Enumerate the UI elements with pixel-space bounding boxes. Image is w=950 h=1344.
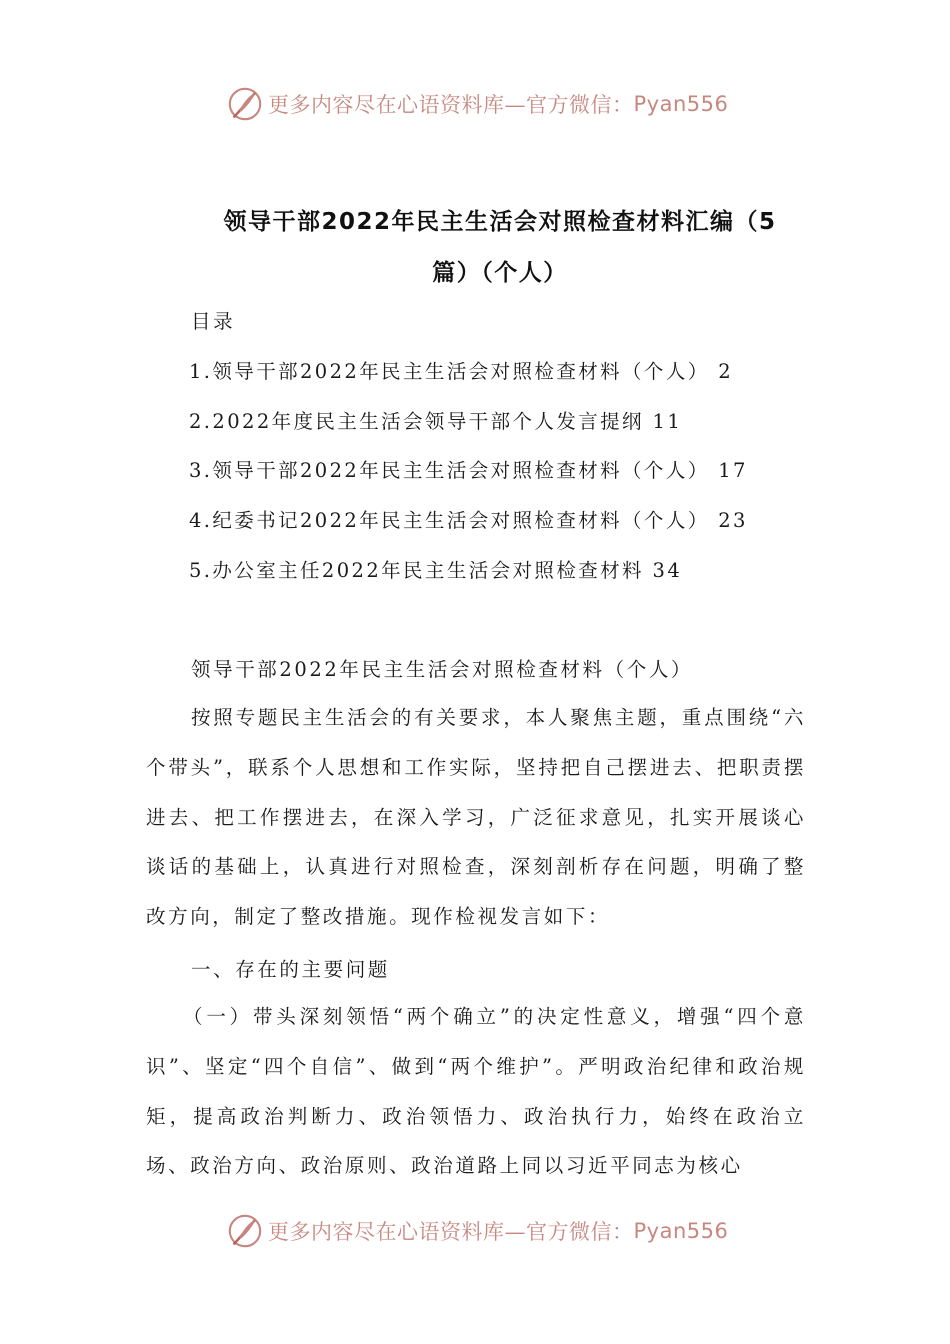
footer-watermark bbox=[226, 1211, 728, 1251]
toc-item-1[interactable]: 1.领导干部2022年民主生活会对照检查材料（个人） 2 bbox=[189, 360, 734, 383]
section-title: 领导干部2022年民主生活会对照检查材料（个人） bbox=[191, 658, 694, 681]
toc-item-4[interactable]: 4.纪委书记2022年民主生活会对照检查材料（个人） 23 bbox=[189, 509, 748, 532]
toc-item-3[interactable]: 3.领导干部2022年民主生活会对照检查材料（个人） 17 bbox=[189, 459, 748, 482]
problem-item-1-paragraph: （一）带头深刻领悟“两个确立”的决定性意义，增强“四个意识”、坚定“四个自信”、做到“两个维护”。严明政治纪律和政治规矩，提高政治判断力、政治领悟力、政治执行力，始终在政治立场、政治方向、政治原则、政治道路上同以习近平同志为核心 bbox=[146, 1005, 806, 1178]
quill-logo-icon bbox=[226, 1212, 264, 1250]
watermark-handle: Pyan556 bbox=[633, 92, 729, 116]
watermark-handle: Pyan556 bbox=[633, 1219, 729, 1243]
watermark-text: 更多内容尽在心语资料库—官方微信： bbox=[268, 93, 634, 117]
document-title-line2: 篇）（个人） bbox=[432, 260, 568, 286]
intro-paragraph: 按照专题民主生活会的有关要求，本人聚焦主题，重点围绕“六个带头”，联系个人思想和工作实际，坚持把自己摆进去、把职责摆进去、把工作摆进去，在深入学习，广泛征求意见，扎实开展谈心谈话的基础上，认真进行对照检查，深刻剖析存在问题，明确了整改方向，制定了整改措施。现作检视发言如下： bbox=[146, 706, 806, 929]
toc-item-5[interactable]: 5.办公室主任2022年民主生活会对照检查材料 34 bbox=[189, 559, 683, 582]
header-watermark bbox=[226, 84, 728, 124]
document-title-line1: 领导干部2022年民主生活会对照检查材料汇编（5 bbox=[223, 209, 777, 235]
toc-item-2[interactable]: 2.2022年度民主生活会领导干部个人发言提纲 11 bbox=[189, 410, 683, 433]
watermark-text: 更多内容尽在心语资料库—官方微信： bbox=[268, 1220, 634, 1244]
quill-logo-icon bbox=[226, 85, 264, 123]
heading-main-problems: 一、存在的主要问题 bbox=[191, 958, 390, 981]
toc-label: 目录 bbox=[191, 310, 236, 333]
